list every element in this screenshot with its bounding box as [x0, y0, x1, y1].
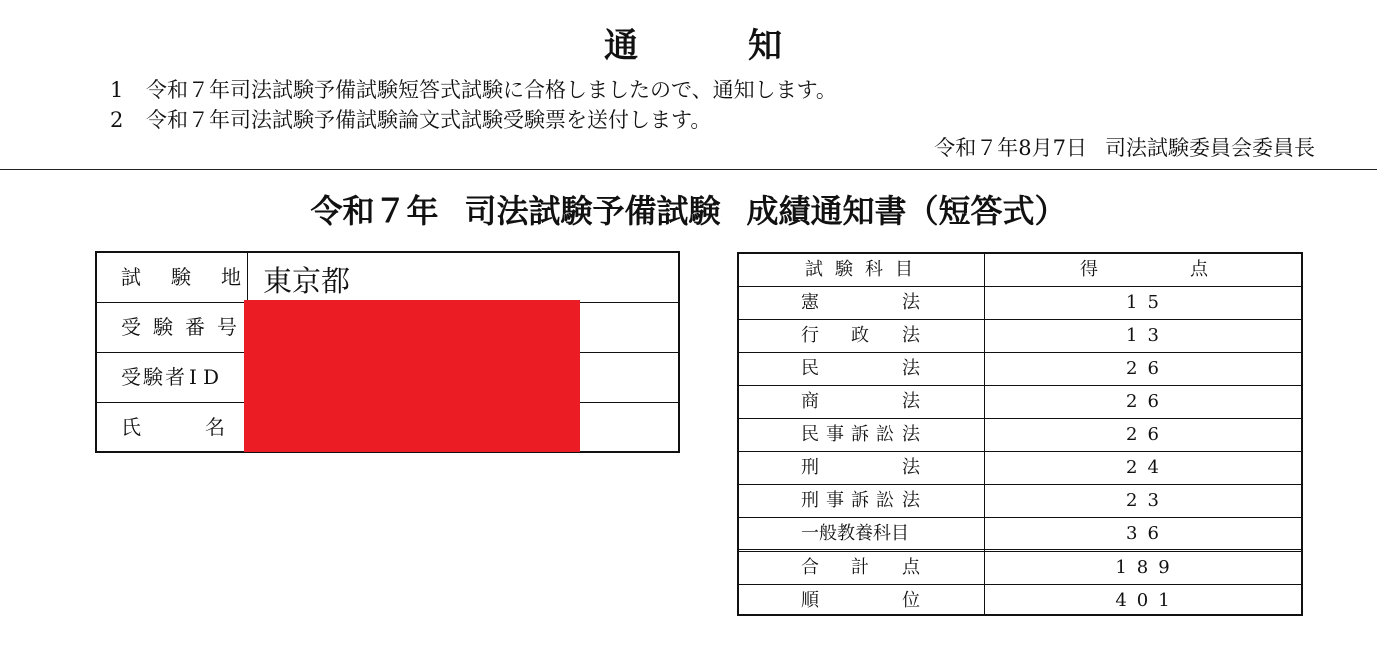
score-value: 26 [1126, 391, 1169, 412]
redaction-block [244, 300, 580, 452]
info-label [97, 353, 248, 402]
header-char: 目 [895, 259, 913, 280]
notice-line-text: 令和７年司法試験予備試験短答式試験に合格しましたので、通知します。 [146, 78, 837, 102]
label-char: 者 [165, 365, 185, 389]
subject-char: 憲 [801, 292, 819, 313]
header-char: 科 [865, 259, 883, 280]
subject-char: 事 [826, 424, 844, 445]
subject-char: 事 [826, 490, 844, 511]
notice-line-number: 1 [110, 78, 124, 102]
rank-value: 401 [1115, 590, 1180, 611]
score-header-row [739, 254, 1301, 287]
subject-char: 法 [902, 325, 920, 346]
score-header [984, 254, 1301, 287]
subject-char: 点 [902, 557, 920, 578]
subject-cell [739, 386, 984, 419]
issuer-name: 司法試験委員会委員長 [1105, 136, 1315, 160]
label-char: 番 [185, 315, 205, 339]
subject-cell [739, 353, 984, 386]
label-char: 験 [171, 265, 191, 289]
report-title-kind: 成績通知書（短答式） [746, 192, 1067, 230]
label-char: 氏 [121, 415, 141, 439]
label-char: 受 [121, 315, 141, 339]
score-row-total [739, 552, 1301, 585]
score-row-constitution [739, 287, 1301, 320]
subject-char: 一般教養科目 [801, 523, 909, 544]
label-char: D [203, 365, 220, 389]
exam-site-value: 東京都 [263, 264, 351, 298]
score-row-commercial-law [739, 386, 1301, 419]
header-char: 得 [1080, 259, 1108, 280]
score-table [737, 252, 1303, 616]
label-char: 験 [143, 365, 163, 389]
issue-date: 令和７年8月7日 [934, 136, 1087, 160]
notice-line-text: 令和７年司法試験予備試験論文式試験受験票を送付します。 [146, 108, 712, 132]
issuer-line [934, 132, 1315, 162]
subject-char: 合 [801, 557, 819, 578]
score-row-rank [739, 585, 1301, 614]
info-label [97, 403, 248, 453]
subject-cell [739, 287, 984, 320]
score-row-criminal-law [739, 452, 1301, 485]
subject-cell [739, 419, 984, 452]
header-char: 点 [1190, 259, 1218, 280]
subject-cell [739, 320, 984, 353]
label-char: 地 [221, 265, 241, 289]
score-value: 13 [1126, 325, 1169, 346]
score-value: 36 [1126, 523, 1169, 544]
info-label [97, 303, 248, 352]
header-char: 験 [835, 259, 853, 280]
score-row-criminal-procedure [739, 485, 1301, 518]
subject-char: 刑 [801, 490, 819, 511]
score-value: 26 [1126, 424, 1169, 445]
subject-char: 民 [801, 424, 819, 445]
score-row-civil-law [739, 353, 1301, 386]
subject-cell [739, 485, 984, 518]
score-row-administrative-law [739, 320, 1301, 353]
subject-char: 商 [801, 391, 819, 412]
info-row-exam-site [97, 253, 678, 303]
subject-char: 民 [801, 358, 819, 379]
subject-cell [739, 518, 984, 551]
subject-char: 計 [851, 557, 869, 578]
total-score-value: 189 [1115, 557, 1180, 578]
label-char: 名 [205, 415, 225, 439]
label-char: 験 [153, 315, 173, 339]
notice-line-number: 2 [110, 108, 124, 132]
subject-char: 法 [902, 391, 920, 412]
divider [0, 169, 1377, 170]
report-title [0, 186, 1377, 232]
report-title-year: 令和７年 [310, 192, 439, 230]
subject-char: 順 [801, 590, 819, 611]
subject-cell [739, 452, 984, 485]
subject-cell [739, 552, 984, 585]
subject-char: 法 [902, 424, 920, 445]
report-title-exam: 司法試験予備試験 [464, 192, 721, 230]
subject-char: 訟 [876, 424, 894, 445]
notice-title-char-1: 通 [604, 26, 638, 66]
score-value: 15 [1126, 292, 1169, 313]
notice-title-char-2: 知 [748, 26, 782, 66]
info-label [97, 253, 248, 302]
subject-char: 訟 [876, 490, 894, 511]
label-char: 号 [217, 315, 237, 339]
subject-char: 法 [902, 490, 920, 511]
subject-char: 法 [902, 358, 920, 379]
notice-line-1 [110, 74, 837, 104]
subject-char: 訴 [851, 424, 869, 445]
score-value: 24 [1126, 457, 1169, 478]
subject-cell [739, 585, 984, 618]
subject-char: 法 [902, 457, 920, 478]
score-value: 23 [1126, 490, 1169, 511]
label-char: I [189, 365, 197, 389]
subject-char: 行 [801, 325, 819, 346]
score-row-general-education [739, 518, 1301, 552]
subject-header [739, 254, 984, 287]
header-char: 試 [805, 259, 823, 280]
subject-char: 法 [902, 292, 920, 313]
score-value: 26 [1126, 358, 1169, 379]
notice-line-2 [110, 104, 711, 134]
subject-char: 刑 [801, 457, 819, 478]
subject-char: 位 [902, 590, 920, 611]
notice-title [600, 18, 800, 66]
subject-char: 政 [851, 325, 869, 346]
score-row-civil-procedure [739, 419, 1301, 452]
label-char: 試 [121, 265, 141, 289]
label-char: 受 [121, 365, 141, 389]
subject-char: 訴 [851, 490, 869, 511]
